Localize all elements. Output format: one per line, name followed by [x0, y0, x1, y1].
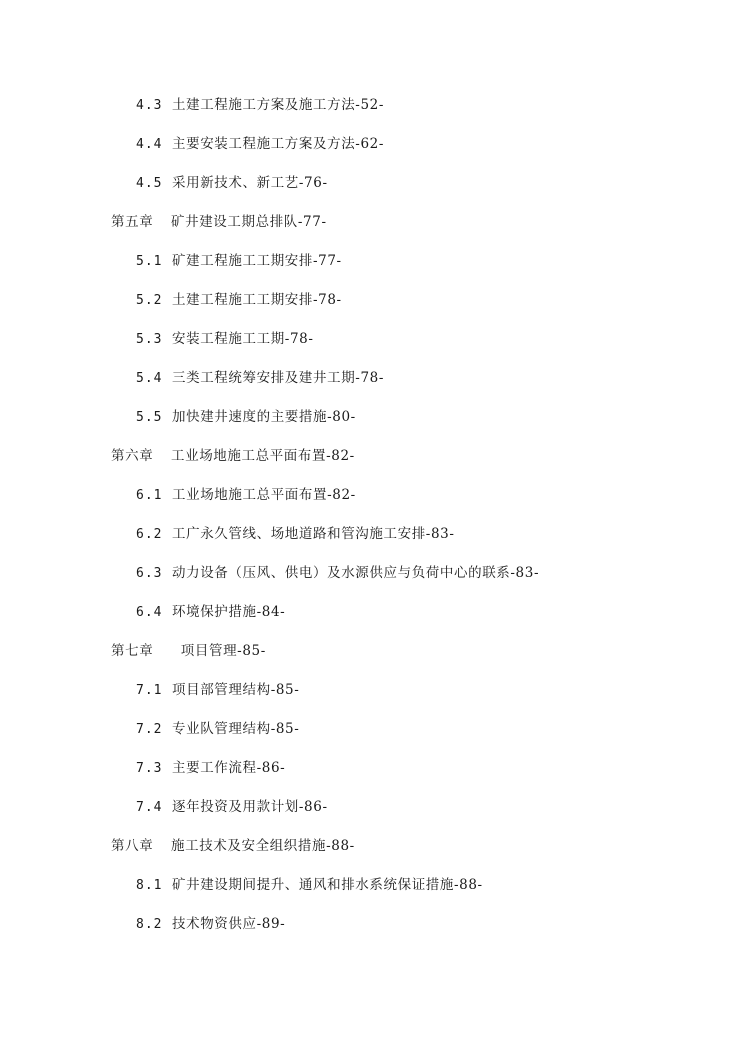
toc-entry-title: 工广永久管线、场地道路和管沟施工安排-83- [172, 526, 455, 542]
toc-entry-title: 工业场地施工总平面布置-82- [172, 487, 356, 503]
toc-entry-number: 6.2 [136, 527, 163, 542]
toc-entry-number: 5.2 [136, 293, 163, 308]
toc-entry-7-1[interactable] [0, 680, 744, 719]
toc-entry-number: 4.5 [136, 176, 163, 191]
toc-entry-4-4[interactable] [0, 134, 744, 173]
toc-entry-title: 安装工程施工工期-78- [172, 331, 314, 347]
toc-entry-title: 加快建井速度的主要措施-80- [172, 409, 356, 425]
toc-entry-number: 7.2 [136, 722, 163, 737]
toc-entry-title: 环境保护措施-84- [172, 604, 286, 620]
toc-chapter-title: 工业场地施工总平面布置-82- [171, 448, 355, 464]
toc-entry-title: 逐年投资及用款计划-86- [172, 799, 328, 815]
toc-entry-title: 采用新技术、新工艺-76- [172, 175, 328, 191]
toc-entry-number: 8.2 [136, 917, 163, 932]
toc-entry-number: 8.1 [136, 878, 163, 893]
toc-chapter-number: 第六章 [111, 448, 154, 464]
toc-chapter-number: 第五章 [111, 214, 154, 230]
toc-entry-number: 4.3 [136, 98, 163, 113]
table-of-contents [0, 95, 744, 953]
toc-entry-number: 6.1 [136, 488, 163, 503]
toc-entry-7-2[interactable] [0, 719, 744, 758]
toc-entry-4-5[interactable] [0, 173, 744, 212]
toc-entry-6-3[interactable] [0, 563, 744, 602]
toc-entry-8-1[interactable] [0, 875, 744, 914]
toc-chapter-title: 项目管理-85- [171, 643, 266, 659]
toc-entry-number: 5.5 [136, 410, 163, 425]
toc-entry-8-2[interactable] [0, 914, 744, 953]
toc-entry-7-4[interactable] [0, 797, 744, 836]
toc-entry-5-3[interactable] [0, 329, 744, 368]
toc-chapter-7[interactable] [0, 641, 744, 680]
toc-chapter-number: 第七章 [111, 643, 154, 659]
toc-entry-5-4[interactable] [0, 368, 744, 407]
toc-entry-7-3[interactable] [0, 758, 744, 797]
toc-chapter-5[interactable] [0, 212, 744, 251]
toc-entry-title: 土建工程施工方案及施工方法-52- [172, 97, 385, 113]
toc-chapter-title: 施工技术及安全组织措施-88- [171, 838, 355, 854]
toc-entry-6-4[interactable] [0, 602, 744, 641]
toc-entry-title: 矿井建设期间提升、通风和排水系统保证措施-88- [172, 877, 483, 893]
toc-chapter-6[interactable] [0, 446, 744, 485]
toc-entry-number: 5.1 [136, 254, 163, 269]
toc-entry-4-3[interactable] [0, 95, 744, 134]
toc-chapter-8[interactable] [0, 836, 744, 875]
toc-chapter-number: 第八章 [111, 838, 154, 854]
toc-entry-title: 土建工程施工工期安排-78- [172, 292, 342, 308]
toc-entry-title: 主要安装工程施工方案及方法-62- [172, 136, 385, 152]
toc-entry-6-2[interactable] [0, 524, 744, 563]
toc-entry-title: 三类工程统筹安排及建井工期-78- [172, 370, 385, 386]
toc-entry-number: 7.1 [136, 683, 163, 698]
toc-entry-number: 4.4 [136, 137, 163, 152]
toc-entry-5-2[interactable] [0, 290, 744, 329]
toc-entry-title: 项目部管理结构-85- [172, 682, 300, 698]
toc-entry-title: 动力设备（压风、供电）及水源供应与负荷中心的联系-83- [172, 565, 540, 581]
toc-chapter-title: 矿井建设工期总排队-77- [171, 214, 327, 230]
toc-entry-number: 6.4 [136, 605, 163, 620]
toc-entry-number: 7.3 [136, 761, 163, 776]
toc-entry-number: 7.4 [136, 800, 163, 815]
toc-entry-5-5[interactable] [0, 407, 744, 446]
toc-entry-title: 专业队管理结构-85- [172, 721, 300, 737]
toc-entry-6-1[interactable] [0, 485, 744, 524]
toc-entry-number: 6.3 [136, 566, 163, 581]
toc-entry-5-1[interactable] [0, 251, 744, 290]
toc-entry-number: 5.3 [136, 332, 163, 347]
toc-entry-title: 技术物资供应-89- [172, 916, 286, 932]
toc-entry-title: 主要工作流程-86- [172, 760, 286, 776]
toc-entry-number: 5.4 [136, 371, 163, 386]
toc-entry-title: 矿建工程施工工期安排-77- [172, 253, 342, 269]
